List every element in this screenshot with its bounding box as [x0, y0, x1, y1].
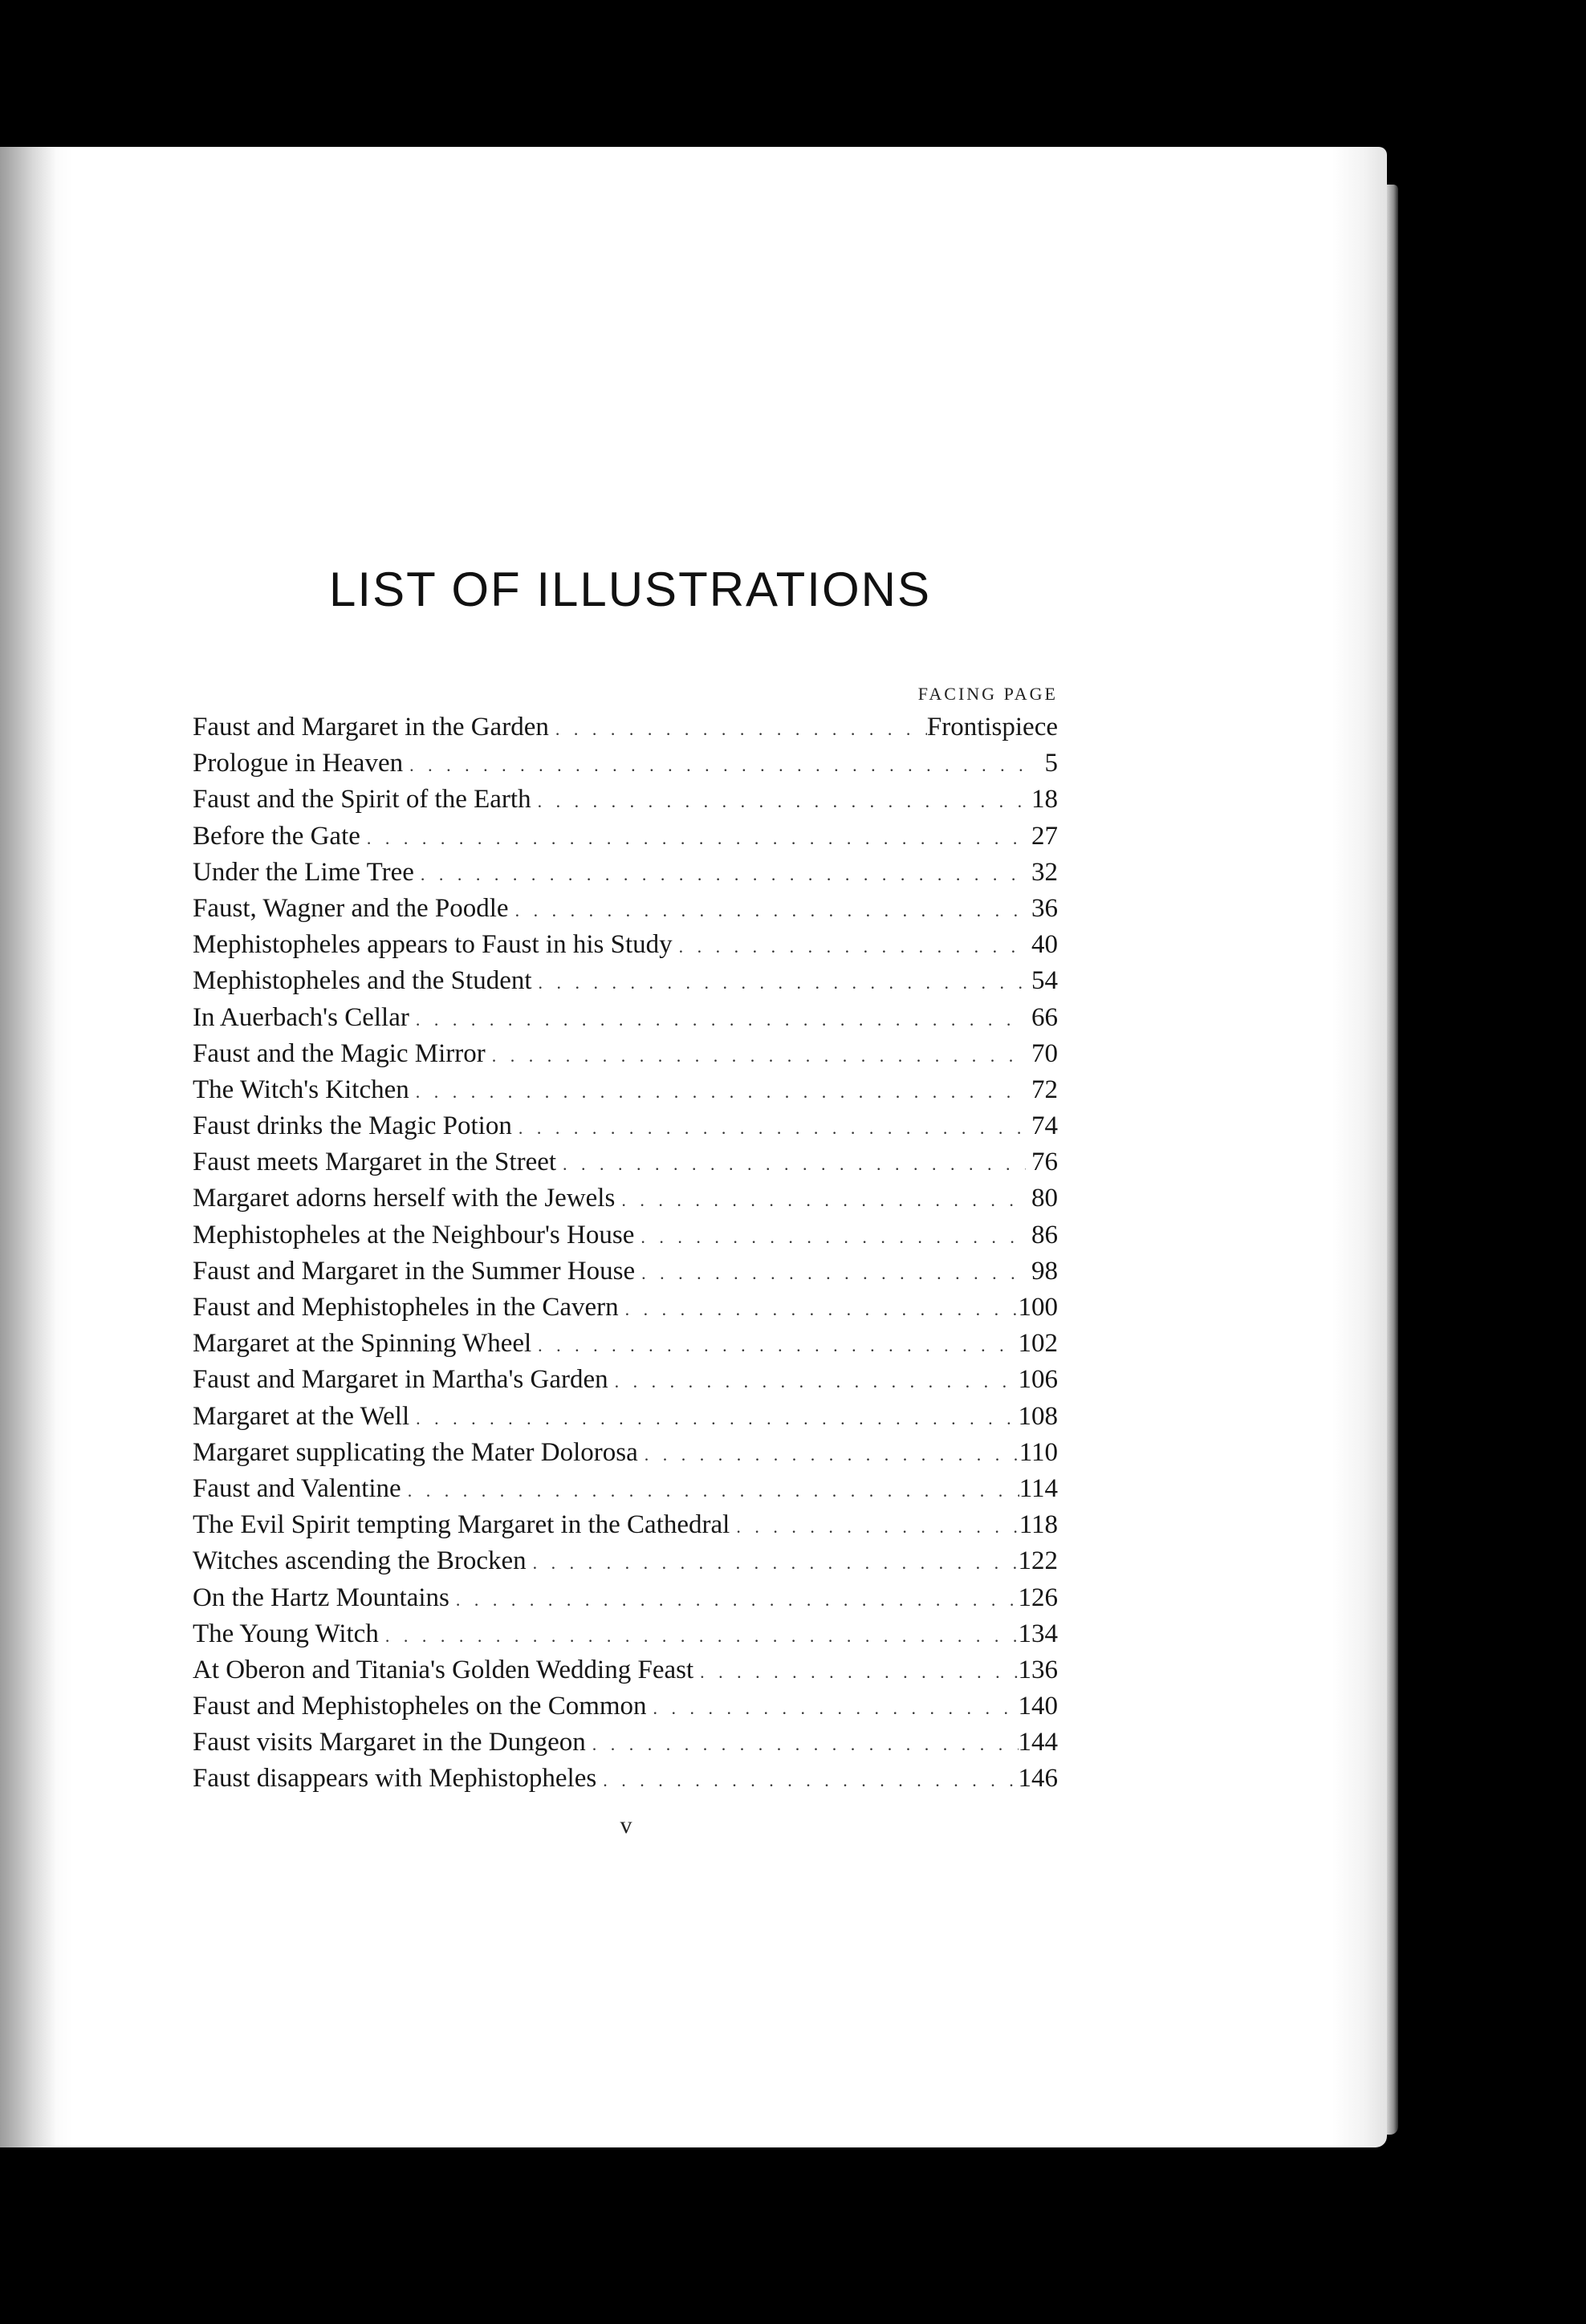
illustration-title: Under the Lime Tree [193, 857, 414, 887]
list-item [193, 1221, 1058, 1257]
dot-leader [486, 1039, 1026, 1069]
dot-leader [379, 1619, 1019, 1649]
illustration-title: Faust and Margaret in Martha's Garden [193, 1365, 608, 1395]
list-item [193, 1184, 1058, 1220]
gutter-shadow [0, 147, 56, 2147]
dot-leader [596, 1764, 1018, 1794]
list-item [193, 1039, 1058, 1075]
list-item [193, 1619, 1058, 1656]
list-item [193, 1003, 1058, 1039]
page-ref: 108 [1018, 1401, 1058, 1431]
list-item [193, 1257, 1058, 1293]
illustration-title: The Young Witch [193, 1619, 379, 1648]
page-ref: 100 [1018, 1293, 1058, 1322]
list-item [193, 894, 1058, 930]
illustration-title: Before the Gate [193, 821, 360, 851]
dot-leader [360, 822, 1026, 851]
page-ref: 76 [1031, 1148, 1058, 1177]
page-ref: 70 [1031, 1038, 1058, 1068]
page-ref: 110 [1019, 1437, 1058, 1467]
page-ref: 54 [1031, 966, 1058, 996]
page-ref: 66 [1031, 1002, 1058, 1032]
dot-leader [608, 1365, 1019, 1395]
illustration-title: Margaret adorns herself with the Jewels [193, 1184, 616, 1213]
dot-leader [532, 966, 1026, 996]
list-item [193, 1365, 1058, 1401]
illustration-title: Faust and Mephistopheles in the Cavern [193, 1293, 619, 1322]
illustration-title: Margaret at the Well [193, 1401, 410, 1431]
list-item [193, 1510, 1058, 1546]
dot-leader [531, 1329, 1018, 1359]
illustration-title: Margaret at the Spinning Wheel [193, 1329, 532, 1359]
list-item [193, 749, 1058, 785]
list-item [193, 1728, 1058, 1764]
list-item [193, 1402, 1058, 1438]
illustration-title: Faust disappears with Mephistopheles [193, 1764, 597, 1794]
list-item [193, 822, 1058, 858]
page-ref: 86 [1031, 1220, 1058, 1249]
dot-leader [449, 1583, 1019, 1613]
dot-leader [414, 858, 1026, 888]
list-item [193, 858, 1058, 894]
page-ref: 32 [1031, 857, 1058, 887]
illustration-title: Margaret supplicating the Mater Dolorosa [193, 1437, 638, 1467]
illustration-title: The Witch's Kitchen [193, 1075, 409, 1104]
illustration-title: Faust and Margaret in the Summer House [193, 1256, 636, 1286]
dot-leader [638, 1438, 1019, 1468]
list-item [193, 1111, 1058, 1148]
dot-leader [634, 1221, 1026, 1250]
page-ref: 118 [1019, 1510, 1058, 1540]
page-ref: 122 [1018, 1546, 1058, 1576]
illustration-title: Faust and the Spirit of the Earth [193, 785, 531, 815]
page-ref: Frontispiece [926, 713, 1058, 741]
page-ref: 140 [1018, 1692, 1058, 1721]
dot-leader [512, 1111, 1026, 1141]
page-ref: 102 [1018, 1329, 1058, 1359]
illustration-title: Mephistopheles and the Student [193, 966, 532, 996]
dot-leader [693, 1656, 1018, 1685]
dot-leader [409, 1003, 1026, 1033]
illustration-title: Faust and the Magic Mirror [193, 1038, 486, 1068]
dot-leader [549, 713, 927, 742]
dot-leader [619, 1293, 1019, 1322]
list-item [193, 1438, 1058, 1474]
facing-page-header: FACING PAGE [917, 684, 1058, 704]
illustrations-list [193, 713, 1058, 1801]
dot-leader [635, 1257, 1026, 1286]
list-item [193, 930, 1058, 966]
dot-leader [531, 785, 1026, 815]
illustration-title: Witches ascending the Brocken [193, 1546, 527, 1576]
illustration-title: On the Hartz Mountains [193, 1583, 449, 1612]
page-ref: 136 [1018, 1655, 1058, 1684]
page-ref: 144 [1018, 1728, 1058, 1757]
page-ref: 146 [1018, 1764, 1058, 1794]
page-ref: 74 [1031, 1111, 1058, 1141]
dot-leader [730, 1510, 1019, 1540]
dot-leader [527, 1546, 1019, 1576]
dot-leader [403, 749, 1026, 778]
dot-leader [509, 894, 1026, 924]
dot-leader [401, 1474, 1019, 1504]
list-item [193, 785, 1058, 821]
page-title: LIST OF ILLUSTRATIONS [329, 563, 931, 616]
dot-leader [647, 1692, 1019, 1721]
list-item [193, 1148, 1058, 1184]
page-ref: 98 [1031, 1256, 1058, 1286]
page-ref: 106 [1018, 1365, 1058, 1395]
illustration-title: Faust and Mephistopheles on the Common [193, 1692, 647, 1721]
page-ref: 36 [1031, 893, 1058, 923]
dot-leader [556, 1148, 1026, 1177]
page-ref: 80 [1031, 1184, 1058, 1213]
page-edge [1387, 185, 1398, 2135]
page-ref: 72 [1031, 1075, 1058, 1104]
list-item [193, 713, 1058, 749]
list-item [193, 1546, 1058, 1583]
list-item [193, 1656, 1058, 1692]
illustration-title: At Oberon and Titania's Golden Wedding Feast [193, 1655, 694, 1684]
folio: v [620, 1812, 632, 1838]
list-item [193, 1075, 1058, 1111]
page-ref: 114 [1019, 1473, 1058, 1503]
page-ref: 5 [1044, 749, 1058, 778]
illustration-title: Mephistopheles appears to Faust in his Study [193, 930, 673, 960]
dot-leader [409, 1075, 1026, 1105]
page-ref: 18 [1031, 785, 1058, 815]
page-ref: 126 [1018, 1583, 1058, 1612]
page-ref: 40 [1031, 930, 1058, 960]
illustration-title: Faust visits Margaret in the Dungeon [193, 1728, 586, 1757]
illustration-title: Prologue in Heaven [193, 749, 404, 778]
dot-leader [615, 1184, 1026, 1213]
illustration-title: Mephistopheles at the Neighbour's House [193, 1220, 635, 1249]
page-ref: 27 [1031, 821, 1058, 851]
list-item [193, 1692, 1058, 1728]
illustration-title: Faust drinks the Magic Potion [193, 1111, 512, 1141]
illustration-title: The Evil Spirit tempting Margaret in the Cathedral [193, 1510, 730, 1540]
dot-leader [673, 930, 1026, 960]
list-item [193, 966, 1058, 1002]
illustration-title: Faust, Wagner and the Poodle [193, 893, 509, 923]
list-item [193, 1583, 1058, 1619]
illustration-title: Faust and Valentine [193, 1473, 401, 1503]
list-item [193, 1764, 1058, 1800]
illustration-title: Faust meets Margaret in the Street [193, 1148, 557, 1177]
illustration-title: Faust and Margaret in the Garden [193, 713, 549, 741]
list-item [193, 1329, 1058, 1365]
list-item [193, 1474, 1058, 1510]
illustration-title: In Auerbach's Cellar [193, 1002, 409, 1032]
dot-leader [409, 1402, 1018, 1432]
dot-leader [586, 1728, 1019, 1757]
list-item [193, 1293, 1058, 1329]
page-ref: 134 [1018, 1619, 1058, 1648]
